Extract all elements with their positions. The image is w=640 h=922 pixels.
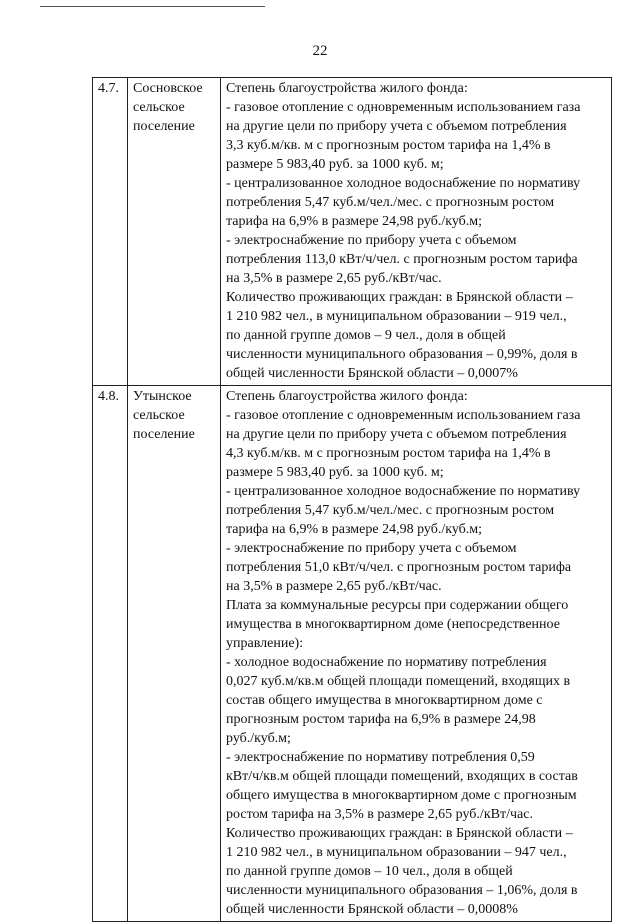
row-number: 4.7. (98, 81, 119, 96)
description-line: общей численности Брянской области – 0,0008% (226, 902, 518, 917)
settlement-name-cell (128, 78, 221, 386)
description-line: размере 5 983,40 руб. за 1000 куб. м; (226, 465, 444, 480)
description-line: - электроснабжение по нормативу потребления 0,59 (226, 750, 535, 765)
description-line: - газовое отопление с одновременным использованием газа (226, 100, 581, 115)
description-line: 0,027 куб.м/кв.м общей площади помещений, входящих в (226, 674, 571, 689)
description-line: - централизованное холодное водоснабжение по нормативу (226, 176, 581, 191)
description-line: кВт/ч/кв.м общей площади помещений, входящих в состав (226, 769, 578, 784)
description-line: 3,3 куб.м/кв. м с прогнозным ростом тарифа на 1,4% в (226, 138, 551, 153)
description-line: Количество проживающих граждан: в Брянской области – (226, 290, 573, 305)
page-number: 22 (312, 43, 328, 59)
description-line: Степень благоустройства жилого фонда: (226, 389, 468, 404)
table-row (93, 386, 612, 922)
description-line: имущества в многоквартирном доме (непосредственное (226, 617, 560, 632)
description-line: численности муниципального образования – 0,99%, доля в (226, 347, 578, 362)
description-line: тарифа на 6,9% в размере 24,98 руб./куб.м; (226, 214, 483, 229)
description-line: потребления 5,47 куб.м/чел./мес. с прогнозным ростом (226, 503, 555, 518)
description-line: размере 5 983,40 руб. за 1000 куб. м; (226, 157, 444, 172)
settlement-name-line: Утынское (133, 389, 192, 404)
description-cell (221, 386, 612, 922)
settlement-name-line: поселение (133, 427, 195, 442)
table-row (93, 78, 612, 386)
description-line: - централизованное холодное водоснабжение по нормативу (226, 484, 581, 499)
description-line: тарифа на 6,9% в размере 24,98 руб./куб.м; (226, 522, 483, 537)
settlement-name-line: поселение (133, 119, 195, 134)
description-line: по данной группе домов – 10 чел., доля в общей (226, 864, 513, 879)
description-line: по данной группе домов – 9 чел., доля в общей (226, 328, 506, 343)
row-number-cell (93, 386, 128, 922)
description-line: управление): (226, 636, 304, 651)
description-line: - электроснабжение по прибору учета с объемом (226, 541, 517, 556)
description-line: общей численности Брянской области – 0,0007% (226, 366, 518, 381)
description-line: 4,3 куб.м/кв. м с прогнозным ростом тарифа на 1,4% в (226, 446, 551, 461)
description-line: потребления 51,0 кВт/ч/чел. с прогнозным ростом тарифа (226, 560, 572, 575)
description-line: на 3,5% в размере 2,65 руб./кВт/час. (226, 271, 442, 286)
description-line: на другие цели по прибору учета с объемом потребления (226, 119, 567, 134)
description-line: - холодное водоснабжение по нормативу потребления (226, 655, 547, 670)
description-cell (221, 78, 612, 386)
description-line: прогнозным ростом тарифа на 6,9% в размере 24,98 (226, 712, 536, 727)
row-number-cell (93, 78, 128, 386)
description-line: - электроснабжение по прибору учета с объемом (226, 233, 517, 248)
description-line: потребления 113,0 кВт/ч/чел. с прогнозным ростом тарифа (226, 252, 578, 267)
description-line: потребления 5,47 куб.м/чел./мес. с прогнозным ростом (226, 195, 555, 210)
description-line: руб./куб.м; (226, 731, 291, 746)
description-line: - газовое отопление с одновременным использованием газа (226, 408, 581, 423)
description-line: численности муниципального образования – 1,06%, доля в (226, 883, 578, 898)
settlement-name-line: Сосновское (133, 81, 203, 96)
description-line: 1 210 982 чел., в муниципальном образовании – 919 чел., (226, 309, 567, 324)
description-line: общего имущества в многоквартирном доме с прогнозным (226, 788, 577, 803)
row-number: 4.8. (98, 389, 119, 404)
description-line: Степень благоустройства жилого фонда: (226, 81, 468, 96)
settlement-name-line: сельское (133, 408, 185, 423)
description-line: ростом тарифа на 3,5% в размере 2,65 руб./кВт/час. (226, 807, 533, 822)
settlement-name-cell (128, 386, 221, 922)
tariff-table (92, 77, 612, 922)
description-line: 1 210 982 чел., в муниципальном образовании – 947 чел., (226, 845, 567, 860)
description-line: Количество проживающих граждан: в Брянской области – (226, 826, 573, 841)
description-line: состав общего имущества в многоквартирном доме с (226, 693, 543, 708)
description-line: Плата за коммунальные ресурсы при содержании общего (226, 598, 569, 613)
description-line: на другие цели по прибору учета с объемом потребления (226, 427, 567, 442)
settlement-name-line: сельское (133, 100, 185, 115)
top-rule (40, 6, 265, 7)
description-line: на 3,5% в размере 2,65 руб./кВт/час. (226, 579, 442, 594)
